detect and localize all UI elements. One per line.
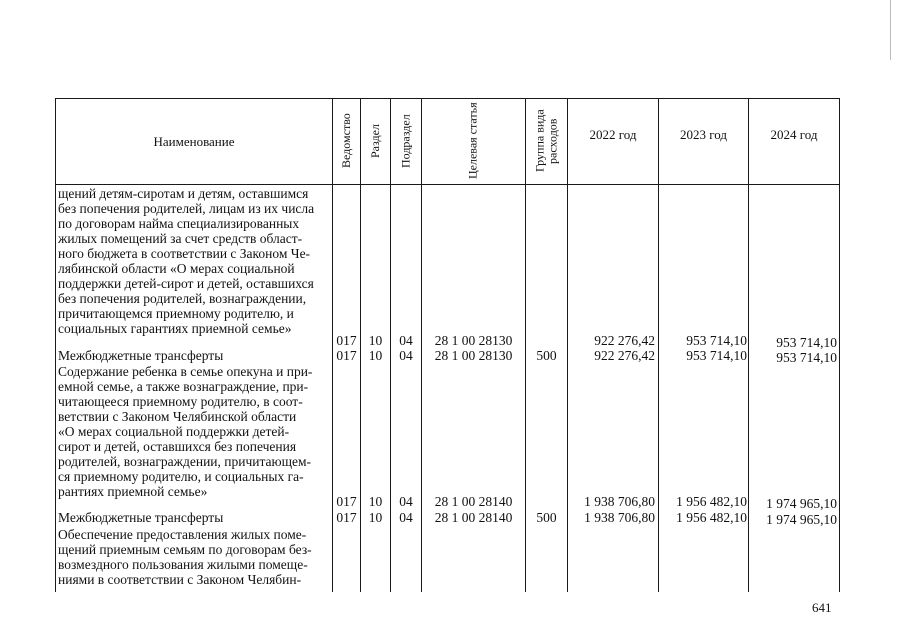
item-description-2 (58, 364, 331, 499)
cell-ministry: 017 (336, 333, 357, 348)
cell-section: 10 (368, 348, 383, 363)
text-line: жилых помещений за счет средств област- (58, 231, 303, 246)
text-line: читающееся приемному родителю, в соот- (58, 394, 303, 409)
cell-ministry: 017 (336, 494, 357, 509)
text-line: сирот и детей, оставшихся без попечения (58, 439, 297, 454)
header-subsection: Подраздел (398, 114, 413, 168)
cell-subsection: 04 (399, 494, 413, 509)
text-line: рантиях приемной семье» (58, 484, 208, 499)
text-line: ся приемному родителю, и социальных га- (58, 469, 304, 484)
text-line: без попечения родителей, вознаграждении, (58, 291, 307, 306)
header-section: Раздел (368, 124, 382, 158)
cell-subsection: 04 (399, 333, 413, 348)
cell-section: 10 (368, 333, 383, 348)
text-line: по договорам найма специализированных (58, 216, 300, 231)
text-line: социальных гарантиях приемной семье» (58, 321, 292, 336)
cell-target: 28 1 00 28130 (434, 348, 513, 363)
row-name: Межбюджетные трансферты (58, 510, 224, 525)
cell-ministry: 017 (336, 348, 357, 363)
cell-section: 10 (368, 494, 383, 509)
cell-2024: 953 714,10 (776, 335, 837, 350)
cell-expense-group: 500 (536, 510, 557, 525)
cell-2024: 953 714,10 (776, 350, 837, 365)
cell-2023: 953 714,10 (686, 333, 747, 348)
text-line: Обеспечение предоставления жилых поме- (58, 527, 307, 542)
cell-2023: 1 956 482,10 (676, 494, 747, 509)
cell-target: 28 1 00 28140 (434, 510, 513, 525)
cell-ministry: 017 (336, 510, 357, 525)
text-line: поддержки детей-сирот и детей, оставшихся (58, 276, 314, 291)
cell-subsection: 04 (399, 510, 413, 525)
cell-expense-group: 500 (536, 348, 557, 363)
col-border (839, 98, 840, 592)
cell-2023: 953 714,10 (686, 348, 747, 363)
text-line: емной семье, а также вознаграждение, при- (58, 379, 309, 394)
header-bottom-border (55, 184, 839, 185)
text-line: лябинской области «О мерах социальной (58, 261, 295, 276)
cell-2022: 1 938 706,80 (584, 494, 655, 509)
text-line: ниями в соответствии с Законом Челябин- (58, 572, 302, 587)
header-name: Наименование (153, 134, 235, 149)
text-line: щений приемным семьям по договорам без- (58, 542, 312, 557)
header-target: Целевая статья (465, 102, 480, 180)
text-line: причитающемся приемному родителю, и (58, 306, 294, 321)
cell-2022: 1 938 706,80 (584, 510, 655, 525)
page-number: 641 (812, 600, 832, 615)
header-2024: 2024 год (770, 126, 818, 142)
text-line: «О мерах социальной поддержки детей- (58, 424, 290, 439)
text-line: щений детям-сиротам и детям, оставшимся (58, 186, 309, 201)
text-line: возмездного пользования жилыми помеще- (58, 557, 308, 572)
cell-2022: 922 276,42 (594, 333, 655, 348)
cell-2023: 1 956 482,10 (676, 510, 747, 525)
header-expense-group: Группа вида расходов (532, 109, 560, 173)
row-name: Межбюджетные трансферты (58, 348, 224, 363)
cell-2022: 922 276,42 (594, 348, 655, 363)
header-2023: 2023 год (680, 126, 727, 142)
header-ministry: Ведомство (339, 113, 353, 169)
cell-section: 10 (368, 510, 383, 525)
cell-2024: 1 974 965,10 (766, 512, 837, 527)
text-line: ного бюджета в соответствии с Законом Че- (58, 246, 311, 261)
text-line: ветствии с Законом Челябинской области (58, 409, 297, 424)
cell-subsection: 04 (399, 348, 413, 363)
text-line: родителей, вознаграждении, причитающем- (58, 454, 312, 469)
cell-target: 28 1 00 28140 (434, 494, 513, 509)
text-line: без попечения родителей, лицам из их числа (58, 201, 315, 216)
item-description-1 (58, 186, 331, 336)
cell-target: 28 1 00 28130 (434, 333, 513, 348)
header-2022: 2022 год (589, 126, 637, 142)
text-line: Содержание ребенка в семье опекуна и при- (58, 364, 313, 379)
item-description-3 (58, 527, 331, 587)
cell-2024: 1 974 965,10 (766, 496, 837, 511)
